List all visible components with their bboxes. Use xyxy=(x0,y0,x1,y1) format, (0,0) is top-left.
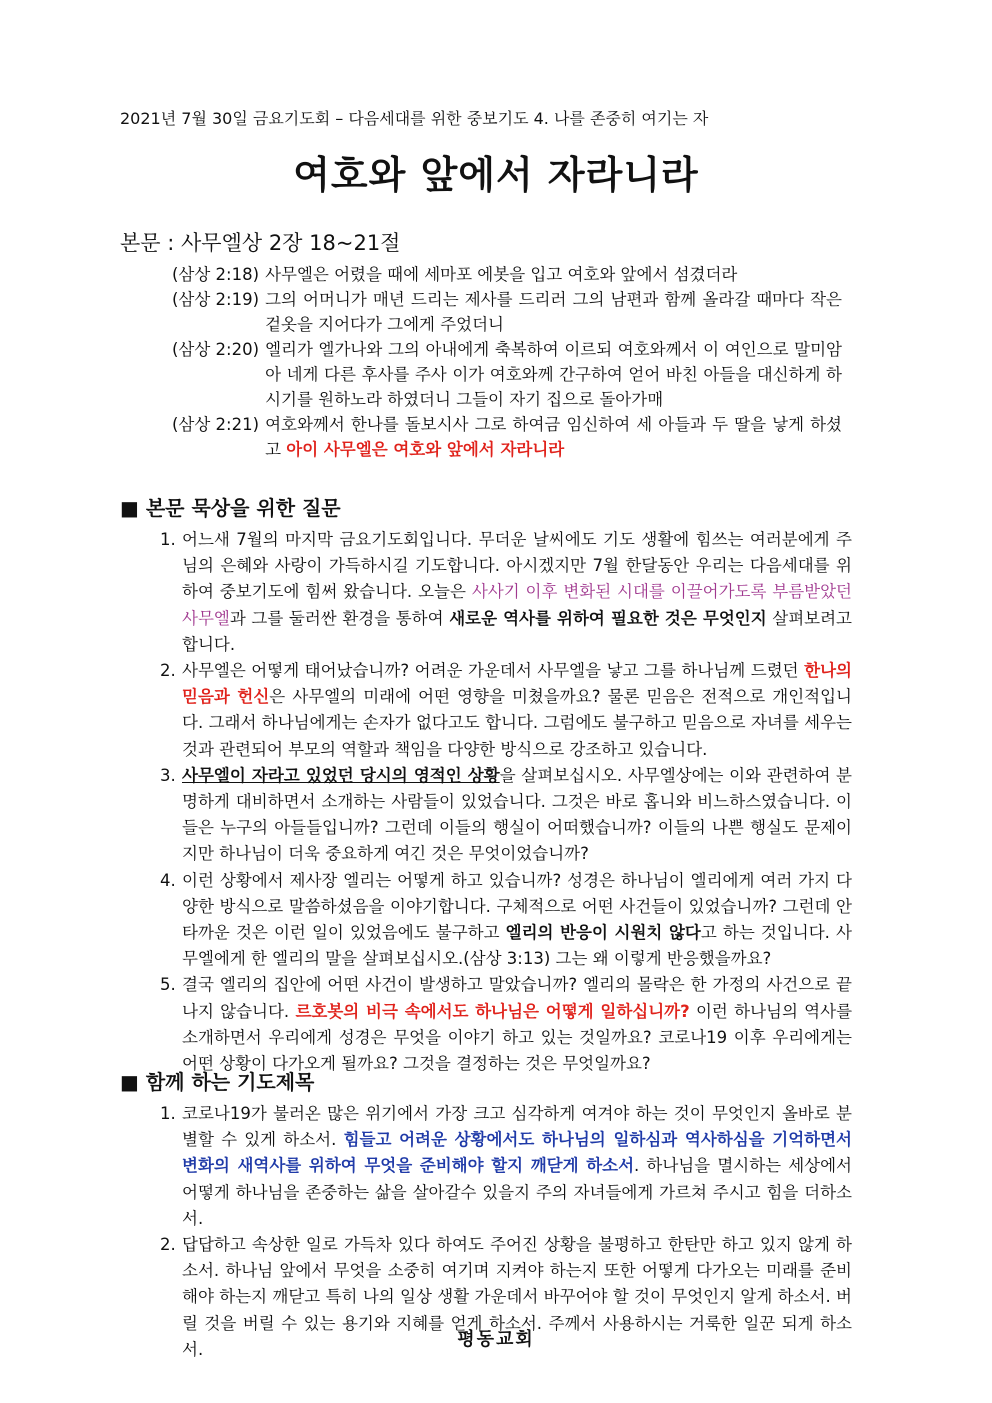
text-run: . 하나님을 멸시하는 세상에서 어떻게 하나님을 존중하는 삶을 살아갈수 있을지 주의 자녀들에게 가르쳐 주시고 힘을 더하소서. xyxy=(182,1156,852,1228)
item-text xyxy=(182,868,852,973)
text-bold-underline: 사무엘이 자라고 있었던 당시의 영적인 상황 xyxy=(182,765,500,785)
verse-text: 엘리가 엘가나와 그의 아내에게 축복하여 이르되 여호와께서 이 여인으로 말미암아 네게 다른 후사를 주사 이가 여호와께 간구하여 얻어 바친 아들을 대신하게 하시기를 원하노라 하였더니 그들이 자기 집으로 돌아가매 xyxy=(265,340,842,409)
text-bold: 엘리의 반응이 시원치 않다 xyxy=(505,923,701,943)
item-text xyxy=(182,763,852,868)
prayer-list xyxy=(160,1101,852,1363)
list-item xyxy=(160,527,852,658)
meditation-heading: ■ 본문 묵상을 위한 질문 xyxy=(120,496,341,520)
list-item xyxy=(160,763,852,868)
item-number: 2. xyxy=(160,661,176,681)
scripture-label: 본문 : 사무엘상 2장 18~21절 xyxy=(120,231,401,255)
header-line: 2021년 7월 30일 금요기도회 – 다음세대를 위한 중보기도 4. 나를 존중히 여기는 자 xyxy=(120,109,709,128)
list-item xyxy=(160,658,852,763)
verse-ref: (삼상 2:19) xyxy=(172,290,260,309)
list-item xyxy=(160,868,852,973)
text-run: 이런 하나님의 역사를 소개하면서 우리에게 성경은 무엇을 이야기 하고 있는 것일까요? 코로나19 이후 우리에게는 어떤 상황이 다가오게 될까요? 그것을 결정하는 것은 무엇일까요? xyxy=(182,1001,853,1074)
item-number: 5. xyxy=(160,975,176,995)
church-name: 평동교회 xyxy=(457,1329,535,1350)
text-highlight: 힘들고 어려운 상황에서도 하나님의 일하심과 역사하심을 기억하면서 변화의 새역사를 위하여 무엇을 준비해야 할지 깨닫게 하소서 xyxy=(182,1130,852,1176)
verse-text: 그의 어머니가 매년 드리는 제사를 드리러 그의 남편과 함께 올라갈 때마다 작은 겉옷을 지어다가 그에게 주었더니 xyxy=(265,290,842,334)
verse-ref: (삼상 2:18) xyxy=(172,265,260,284)
prayer-heading: ■ 함께 하는 기도제목 xyxy=(120,1070,315,1094)
item-number: 1. xyxy=(160,530,176,549)
verse-item xyxy=(172,262,842,287)
verse-ref: (삼상 2:20) xyxy=(172,340,260,359)
list-item xyxy=(160,1101,852,1232)
text-run: 을 살펴보십시오. 사무엘상에는 이와 관련하여 분명하게 대비하면서 소개하는 사람들이 있었습니다. 그것은 바로 홉니와 비느하스였습니다. 이들은 누구의 아들들입니까? 그런데 이들의 행실이 어떠했습니까? 이들의 나쁜 행실도 문제이지만 하나님이 더욱 중요하게 여긴 것은 무엇이었습니까? xyxy=(182,765,852,864)
item-text: 답답하고 속상한 일로 가득차 있다 하여도 주어진 상황을 불평하고 한탄만 하고 있지 않게 하소서. 하나님 앞에서 무엇을 소중히 여기며 지켜야 하는지 또한 어떻게 다가오는 미래를 준비해야 하는지 깨닫고 특히 나의 일상 생활 가운데서 바꾸어야 할 것이 무엇인지 알게 하소서. 버릴 것을 버릴 수 있는 용기와 지혜를 얻게 하소서. 주께서 사용하시는 거룩한 일꾼 되게 하소서. xyxy=(182,1235,852,1359)
verse-item xyxy=(172,412,842,462)
verse-text-plain: 여호와께서 한나를 돌보시사 그로 하여금 임신하여 세 아들과 두 딸을 낳게 하셨고 xyxy=(265,415,842,459)
page-title: 여호와 앞에서 자라니라 xyxy=(293,153,699,197)
item-text xyxy=(182,658,852,763)
verse-item xyxy=(172,287,842,337)
scripture-verses xyxy=(172,262,842,462)
item-text xyxy=(182,1101,852,1232)
item-text xyxy=(182,527,852,658)
text-run: 이런 상황에서 제사장 엘리는 어떻게 하고 있습니까? 성경은 하나님이 엘리에게 여러 가지 다양한 방식으로 말씀하셨음을 이야기합니다. 구체적으로 어떤 사건들이 있었습니까? 그런데 안타까운 것은 이런 일이 있었음에도 불구하고 xyxy=(182,870,852,943)
item-text xyxy=(182,972,852,1077)
text-run: 사무엘은 어떻게 태어났습니까? 어려운 가운데서 사무엘을 낳고 그를 하나님께 드렸던 xyxy=(182,661,805,681)
verse-item xyxy=(172,337,842,412)
verse-text: 사무엘은 어렸을 때에 세마포 에봇을 입고 여호와 앞에서 섬겼더라 xyxy=(265,265,738,284)
text-highlight: 사사기 이후 변화된 시대를 이끌어가도록 부름받았던 사무엘 xyxy=(182,582,852,628)
text-highlight: 르호봇의 비극 속에서도 하나님은 어떻게 일하십니까? xyxy=(295,1001,690,1021)
item-number: 1. xyxy=(160,1104,176,1123)
text-run: 은 사무엘의 미래에 어떤 영향을 미쳤을까요? 물론 믿음은 전적으로 개인적입니다. 그래서 하나님에게는 손자가 없다고도 합니다. 그럼에도 불구하고 믿음으로 자녀를 세우는 것과 관련되어 부모의 역할과 책임을 다양한 방식으로 강조하고 있습니다. xyxy=(182,687,852,759)
meditation-list xyxy=(160,527,852,1077)
verse-text-highlight: 아이 사무엘은 여호와 앞에서 자라니라 xyxy=(286,440,565,459)
verse-text xyxy=(265,412,842,462)
item-number: 4. xyxy=(160,870,176,890)
text-run: 과 그를 둘러싼 환경을 통하여 xyxy=(229,608,450,628)
verse-ref: (삼상 2:21) xyxy=(172,415,260,434)
text-bold: 새로운 역사를 위하여 필요한 것은 무엇인지 xyxy=(449,608,767,628)
text-run: 어느새 7월의 마지막 금요기도회입니다. 무더운 날씨에도 기도 생활에 힘쓰는 여러분에게 주님의 은혜와 사랑이 가득하시길 기도합니다. 아시겠지만 7월 한달동안 우리는 다음세대를 위하여 중보기도에 힘써 왔습니다. 오늘은 xyxy=(182,530,852,602)
text-run: 살펴보려고 합니다. xyxy=(182,608,852,654)
text-run: 코로나19가 불러온 많은 위기에서 가장 크고 심각하게 여겨야 하는 것이 무엇인지 올바로 분별할 수 있게 하소서. xyxy=(182,1104,852,1150)
item-number: 2. xyxy=(160,1235,176,1255)
text-run: 결국 엘리의 집안에 어떤 사건이 발생하고 말았습니까? 엘리의 몰락은 한 가정의 사건으로 끝나지 않습니다. xyxy=(182,975,852,1021)
text-run: 고 하는 것입니다. 사무엘에게 한 엘리의 말을 살펴보십시오.(삼상 3:13) 그는 왜 이렇게 반응했을까요? xyxy=(182,923,852,969)
list-item xyxy=(160,972,852,1077)
item-number: 3. xyxy=(160,765,176,785)
text-highlight: 한나의 믿음과 헌신 xyxy=(182,661,852,707)
